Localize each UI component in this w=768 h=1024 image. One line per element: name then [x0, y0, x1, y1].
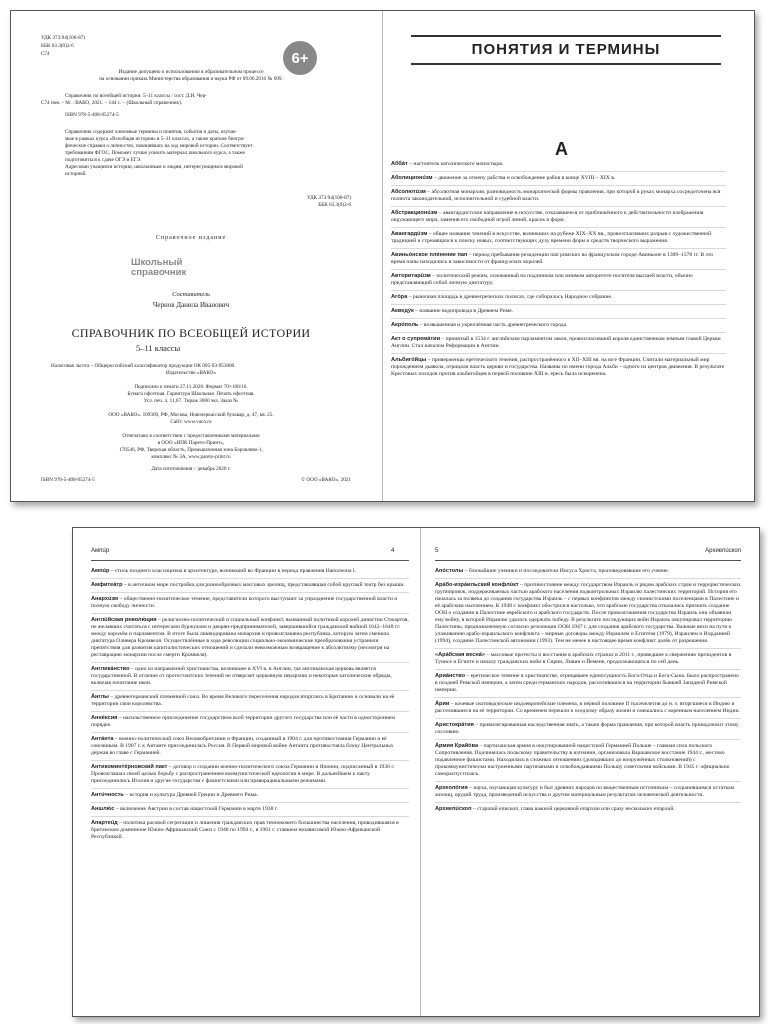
page-number-5: 5 — [435, 548, 439, 554]
entry-definition: – старший епископ, глава важной церковной епархии или сразу нескольких епархий. — [471, 806, 675, 812]
glossary-entry — [435, 785, 741, 803]
glossary-entry — [91, 764, 409, 789]
entry-term: Акрóполь — [391, 322, 419, 328]
catalog-code: С74 — [41, 51, 50, 57]
glossary-entry — [391, 308, 726, 319]
glossary-entry — [91, 617, 409, 663]
glossary-entry — [91, 568, 409, 579]
series-logo — [131, 258, 186, 278]
glossary-entry — [391, 322, 726, 333]
annotation-line: историей. — [65, 171, 87, 177]
entry-definition: – рыночная площадь в древнегреческих полисах, где собиралось Народное собрание. — [407, 294, 613, 300]
entry-definition: – ближайшие ученики и последователи Иисуса Христа, проповедовавшие его учение. — [463, 568, 670, 574]
entry-definition: – договор о создании военно-политического союза Германии и Японии, подписанный в 1936 г. Провозглашал своей целью борьбу с распространением коммунистической идеологии в мире. В дальнейшем к пакту присоединились Италия и другие государства с фашистскими или праворадикальными режимами. — [91, 764, 395, 784]
series-logo-line: справочник — [131, 267, 187, 278]
glossary-entry — [391, 231, 726, 249]
age-rating-badge: 6+ — [283, 41, 317, 75]
glossary-entry — [435, 806, 741, 816]
bbk-code: ББК 63.3(0)2-6 — [41, 43, 74, 49]
glossary-entry — [391, 189, 726, 207]
entry-term: Авангардúзм — [391, 231, 428, 237]
publisher-address: ООО «ВАКО». 109369, РФ, Москва, Новочеркасский бульвар, д. 47, кв. 25. — [108, 412, 274, 418]
entry-term: Áрмия Крайóва — [435, 743, 479, 749]
entry-term: Аншлю́с — [91, 806, 115, 812]
entry-definition: – приверженцы еретического течения, распространённого в XII–XIII вв. на юге Франции. Считали материальный мир порождением дьявола, отрицали власть церкви и государства. Названы по имени города Альби – одного из центров движения. В результате Крестовых походов против альбигойцев в первой половине XIII в. ересь была искоренена. — [391, 357, 725, 377]
glossary-entry — [91, 596, 409, 614]
entry-definition: – движение за отмену рабства и освобождение рабов в конце XVIII – XIX в. — [432, 175, 616, 181]
entry-definition: – политика расовой сегрегации и лишения гражданских прав темнокожего большинства населения, проводившаяся в британском доминионе Южно-Африканский Союз с 1948 по 1994 г., в 1961 г. ставшем независимой Южно-Африканской Республикой. — [91, 820, 399, 840]
glossary-entries-a — [391, 161, 726, 384]
glossary-entry — [391, 294, 726, 305]
glossary-entry — [435, 743, 741, 782]
glossary-entries-page5 — [435, 568, 741, 819]
entry-term: Аннéксия — [91, 715, 118, 721]
entry-definition: – наука, изучающая культуру и быт древних народов по вещественным источникам – сохранившимся остаткам жилищ, орудий труда, произведений искусства и другим материальным результатам человеческой деятельности. — [435, 785, 735, 798]
annotation-line: Адресован учащимся истории, школьникам и людям, интересующимся мировой — [65, 164, 243, 170]
entry-term: Акведýк — [391, 308, 414, 314]
annotation — [65, 129, 351, 178]
publisher-site: Сайт: www.vaco.ru — [170, 419, 212, 425]
top-book-spread — [10, 10, 755, 502]
glossary-entry — [91, 792, 409, 803]
entry-term: Англикáнство — [91, 666, 130, 672]
entry-term: Антикоминтéрновский пакт — [91, 764, 168, 770]
entry-term: Аббáт — [391, 161, 408, 167]
entry-term: Акт о супремáтии — [391, 336, 441, 342]
glossary-entry — [91, 806, 409, 817]
glossary-entry — [91, 736, 409, 761]
compiler-label: Составитель — [172, 291, 210, 298]
entry-term: Áрии — [435, 701, 450, 707]
header-rule — [435, 560, 741, 561]
entry-definition: – партизанская армия в оккупированной нацистской Германией Польше – главная сила польского Сопротивления. Подчинялась польскому правительству в изгнании, организовала Варшавское восстание 1944 г., жестоко подавленное фашистами. Находилась в сложных отношениях (доходивших до вооружённых столкновений) с прокоммунистически настроенными партизанами и освобождавшими Польшу советскими войсками. В 1945 г. официально самораспустилась. — [435, 743, 730, 777]
entry-definition: – принятый в 1534 г. английским парламентом закон, провозгласивший короля единственным земным главой Церкви Англии. Стал началом Реформации в Англии. — [391, 336, 721, 349]
entry-definition: – привилегированная наследственная знать, а также форма правления, при которой власть принадлежит этому сословию. — [435, 722, 739, 735]
entry-term: Аристокрáтия — [435, 722, 474, 728]
compiler-name: Чернов Данила Иванович — [152, 301, 230, 309]
glossary-entry — [435, 701, 741, 719]
entry-term: Антúчность — [91, 792, 124, 798]
printer-line: Отпечатано в соответствии с предоставленными материалами — [122, 433, 260, 439]
annotation-line: Справочник содержит ключевые термины и понятия, события и даты, изучае- — [65, 129, 237, 135]
printer-line: в ООО «ИПК Парето-Принт», — [157, 440, 225, 446]
entry-definition: – противостояние между государством Израиль и рядом арабских стран и террористических группировок, поддерживаемых частью арабского населения подконтрольных Израилю палестинских территорий. История его началась за полвека до создания государства Израиль – с первых конфликтов между сионистскими поселенцами в Палестине и её арабским населением. К 1948 г. конфликт обострился настолько, что арабские государства отказались признать создание ООН о создании в Палестине еврейского и арабского государств. После провозглашения государства Израиль они объявили ему войну, в которой Израилю удалось одержать победу. В результате последующих войн Израиль оккупировал территорию Палестины, предназначенную согласно резолюции ООН 1947 г. для создания арабского государства. Важные вехи на пути к улаживанию арабо-израильского конфликта – мирные договоры между Израилем и Египтом (1979), Израилем и Иорданией (1994), создание Палестинской автономии (1993). Тем не менее в настоящее время конфликт далёк от разрешения. — [435, 582, 741, 644]
bottom-book-spread — [72, 527, 760, 1017]
running-head-right: Архиепúскоп — [705, 548, 741, 554]
entry-definition: – одно из направлений христианства, возникшее в XVI в. в Англии, где англиканская церковь является государственной. В отличие от протестантских течений не отвергает церковную иерархию и некоторые католические обряды, включая почитание икон. — [91, 666, 392, 686]
udk-code: УДК 373:94(100-87) — [41, 35, 86, 41]
tax-note-2: Издательство «ВАКО» — [165, 370, 217, 376]
glossary-entry — [435, 582, 741, 649]
glossary-entry — [391, 210, 726, 228]
entry-definition: – стиль позднего классицизма в архитектуре, возникший во Франции в период правления Наполеона I. — [109, 568, 357, 574]
entry-definition: – период пребывания резиденции пап римских во французском городе Авиньоне в 1309–1378 гг. В это время папы находились в зависимости от французских королей. — [391, 252, 714, 265]
glossary-entry — [91, 694, 409, 712]
entry-term: Агóра — [391, 294, 408, 300]
entry-term: Аболиционúзм — [391, 175, 433, 181]
entry-term: Амфитеáтр — [91, 582, 123, 588]
entry-definition: – политический режим, основанный на подлинном или мнимом авторитете носителя высшей власти, обычно представляющий собой личную диктатуру. — [391, 273, 693, 286]
annotation-line: подготовиться к сдаче ОГЭ и ЕГЭ. — [65, 157, 142, 163]
entry-definition: – возвышенная и укреплённая часть древнегреческого города. — [418, 322, 568, 328]
entry-definition: – общественно-политическое течение, представители которого выступают за упразднение государственной власти и полную свободу личности. — [91, 596, 398, 609]
entry-term: Антáнта — [91, 736, 114, 742]
printer-line: 170546, РФ, Тверская область, Промышленная зона Боровлево-1, — [119, 447, 263, 453]
entry-definition: – кочевые скотоводческие индоевропейские племена, в первой половине II тысячелетия до н. э. вторгшиеся в Индию и расселившиеся на её территории. Со временем перешли к оседлому образу жизни и смешались с коренным населением Индии. — [435, 701, 740, 714]
entry-term: Áнглы — [91, 694, 109, 700]
glossary-entry — [391, 252, 726, 270]
print-spec: Усл. печ. л. 11,67. Тираж 3000 экз. Заказ № — [143, 398, 239, 404]
manufacture-date: Дата изготовления – декабрь 2020 г. — [151, 466, 231, 472]
entry-term: «Арáбская веснá» — [435, 652, 486, 658]
approval-line-1: Издание допущено к использованию в образовательном процессе — [118, 69, 264, 75]
running-head-left: Ампúр — [91, 548, 110, 554]
entry-definition: – религиозно-политический и социальный конфликт, вызванный политикой королей династии Стюартов, не желавших считаться с интересами буржуазии и дворян-предпринимателей, завершившийся гражданской войной 1642–1648 гг. между королём и парламентом. В итоге была ликвидирована монархия и провозглашена республика, которую затем сменила диктатура Оливера Кромвеля. Осуществлённые в ходе революции социально-экономические преобразования устранили препятствия для развития капиталистических отношений и сделали невозможным возвращение к абсолютизму (несмотря на реставрацию монархии после смерти Кромвеля). — [91, 617, 409, 658]
entry-definition: – название водопровода в Древнем Риме. — [413, 308, 514, 314]
entry-definition: – насильственное присоединение государством всей территории другого государства или её части в одностороннем порядке. — [91, 715, 395, 728]
entry-definition: – древнегерманский племенной союз. Во время Великого переселения народов вторглись в Британию и основали на её территории свои королевства. — [91, 694, 395, 707]
isbn: ISBN 978-5-408-05274-5 — [65, 112, 119, 118]
series-logo-line: Школьный — [131, 257, 183, 268]
edition-type: Справочное издание — [155, 235, 227, 241]
glossary-entry — [391, 336, 726, 354]
entry-term: Архиепúскоп — [435, 806, 472, 812]
entry-term: Англúйская револю́ция — [91, 617, 157, 623]
entry-term: Авторитарúзм — [391, 273, 431, 279]
alphabet-letter-heading: А — [555, 139, 568, 159]
biblio-line-2: С74 нов. – М. : ВАКО, 2021. – 144 с. – (Школьный справочник). — [41, 100, 183, 106]
entry-term: Ариáнство — [435, 673, 466, 679]
entry-term: Археолóгия — [435, 785, 468, 791]
print-spec: Подписано к печати 27.11.2020. Формат 70×100/16. — [134, 384, 248, 390]
bbk-repeat: ББК 63.3(0)2-6 — [318, 202, 351, 208]
page-number-4: 4 — [391, 548, 395, 554]
isbn-footer: ISBN 978-5-408-05274-5 — [41, 477, 95, 483]
glossary-entry — [391, 357, 726, 381]
section-title: ПОНЯТИЯ И ТЕРМИНЫ — [411, 35, 721, 65]
entry-term: Арáбо-изрáильский конфлúкт — [435, 582, 519, 588]
entry-definition: – настоятель католического монастыря. — [407, 161, 504, 167]
entry-term: Абстракционúзм — [391, 210, 438, 216]
entry-definition: – в античном мире постройка для разнообразных массовых зрелищ, представлявшая собой круглый театр без крыши. — [122, 582, 405, 588]
annotation-line: мые в рамках курса «Всеобщая история» в 5–11 классах, а также краткие биогра- — [65, 136, 245, 142]
entry-term: Авиньóнское плéнение пап — [391, 252, 468, 258]
entry-definition: – военно-политический союз Великобритании и Франции, созданный в 1904 г. для противостояния Германии и её союзникам. В 1907 г. к Антанте присоединилась Россия. В Первой мировой войне Антанта противостояла блоку Центральных держав во главе с Германией. — [91, 736, 394, 756]
print-spec: Бумага офсетная. Гарнитура Школьная. Печать офсетная. — [127, 391, 255, 397]
approval-line-2: на основании приказа Министерства образования и науки РФ от 09.06.2016 № 699. — [99, 76, 283, 82]
entry-term: Анархúзм — [91, 596, 119, 602]
glossary-entry — [435, 652, 741, 670]
entry-definition: – еретическое течение в христианстве, отрицавшее единосущность Бога-Отца и Бога-Сына. Было распространено в поздней Римской империи, а затем среди германских народов, расселившихся на территории бывшей Западной Римской империи. — [435, 673, 739, 693]
grades: 5–11 классы — [136, 343, 181, 353]
entry-definition: – история и культура Древней Греции и Древнего Рима. — [123, 792, 258, 798]
entry-term: Альбигóйцы — [391, 357, 427, 363]
glossary-entry — [435, 722, 741, 740]
glossary-entry — [391, 175, 726, 186]
entry-term: Ампúр — [91, 568, 110, 574]
glossary-entry — [435, 673, 741, 698]
entry-term: Апóстолы — [435, 568, 464, 574]
entry-term: Апартеúд — [91, 820, 118, 826]
glossary-entry — [91, 666, 409, 691]
glossary-entry — [91, 820, 409, 844]
glossary-entry — [391, 273, 726, 291]
glossary-entry — [391, 161, 726, 172]
tax-note-1: Налоговая льгота – Общероссийский классификатор продукции ОК 005-93-953000. — [51, 363, 236, 369]
glossary-entry — [91, 582, 409, 593]
spine-divider — [420, 528, 421, 1016]
entry-definition: – авангардистское направление в искусстве, отказавшееся от приближённого к действительности изображения окружающего мира, заменив его свободной игрой линий, красок и форм. — [391, 210, 704, 223]
printer-line: комплекс № 3А, www.pareto-print.ru — [151, 454, 231, 460]
glossary-entry — [91, 715, 409, 733]
entry-term: Абсолютúзм — [391, 189, 426, 195]
copyright: © ООО «ВАКО», 2021 — [301, 477, 351, 483]
entry-definition: – включение Австрии в состав нацистской Германии в марте 1938 г. — [114, 806, 278, 812]
entry-definition: – массовые протесты и восстания в арабских странах в 2011 г., приведшие к свержению президентов в Тунисе и Египте и началу гражданских войн в Сирии, Ливии и Йемене, продолжающихся по сей день. — [435, 652, 732, 665]
header-rule — [91, 560, 409, 561]
annotation-line: требованиям ФГОС. Поможет лучше усвоить материал школьного курса, а также — [65, 150, 245, 156]
udk-repeat: УДК 373:94(100-87) — [306, 195, 351, 201]
entry-definition: – общее название течений в искусстве, возникших на рубеже XIX–XX вв., провозгласивших разрыв с художественной традицией и стремящихся к поиску новых, соответствующих духу времени форм и средств творческого выражения. — [391, 231, 712, 244]
biblio-line-1: Справочник по всеобщей истории. 5–11 классы / сост. Д.И. Чер- — [65, 93, 207, 99]
entry-definition: – абсолютная монархия, разновидность монархической формы правления, при которой в руках монарха сосредоточена вся полнота законодательной, исполнительной и судебной власти. — [391, 189, 721, 202]
annotation-line: фические справки о личностях, повлиявших на ход мировой истории. Соответствует — [65, 143, 253, 149]
book-title: СПРАВОЧНИК ПО ВСЕОБЩЕЙ ИСТОРИИ — [71, 326, 311, 340]
glossary-entry — [435, 568, 741, 579]
spine-divider — [382, 11, 383, 501]
glossary-entries-page4 — [91, 568, 409, 847]
